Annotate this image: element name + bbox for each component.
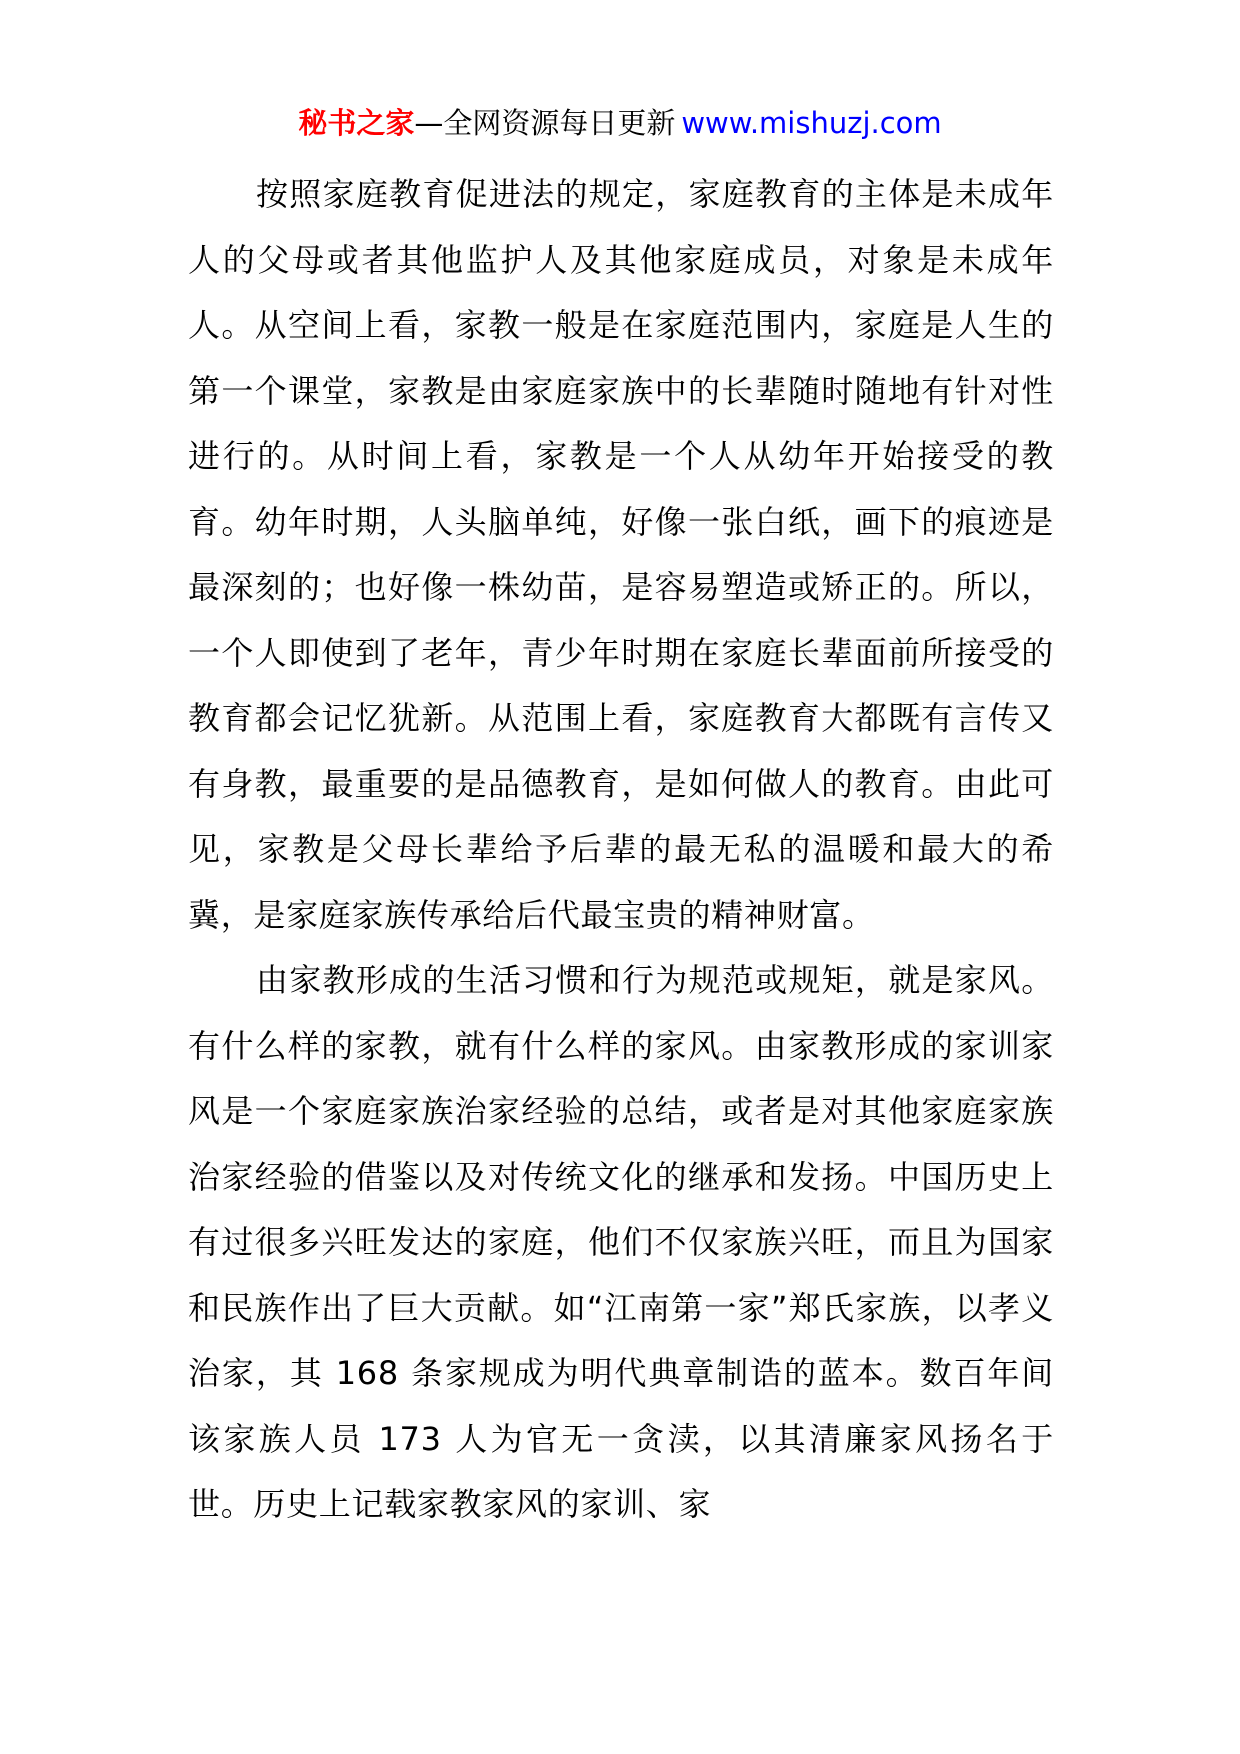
- site-header: [0, 103, 1240, 143]
- header-tagline: —全网资源每日更新: [414, 106, 676, 140]
- paragraph-1: 按照家庭教育促进法的规定，家庭教育的主体是未成年人的父母或者其他监护人及其他家庭成员，对象是未成年人。从空间上看，家教一般是在家庭范围内，家庭是人生的第一个课堂，家教是由家庭家族中的长辈随时随地有针对性进行的。从时间上看，家教是一个人从幼年开始接受的教育。幼年时期，人头脑单纯，好像一张白纸，画下的痕迹是最深刻的；也好像一株幼苗，是容易塑造或矫正的。所以，一个人即使到了老年，青少年时期在家庭长辈面前所接受的教育都会记忆犹新。从范围上看，家庭教育大都既有言传又有身教，最重要的是品德教育，是如何做人的教育。由此可见，家教是父母长辈给予后辈的最无私的温暖和最大的希冀，是家庭家族传承给后代最宝贵的精神财富。: [188, 175, 1054, 934]
- site-url-link[interactable]: www.mishuzj.com: [681, 106, 942, 140]
- article-body: [188, 162, 1054, 1538]
- paragraph-2: 由家教形成的生活习惯和行为规范或规矩，就是家风。有什么样的家教，就有什么样的家风。由家教形成的家训家风是一个家庭家族治家经验的总结，或者是对其他家庭家族治家经验的借鉴以及对传统文化的继承和发扬。中国历史上有过很多兴旺发达的家庭，他们不仅家族兴旺，而且为国家和民族作出了巨大贡献。如“江南第一家”郑氏家族，以孝义治家，其 168 条家规成为明代典章制诰的蓝本。数百年间该家族人员 173 人为官无一贪渎，以其清廉家风扬名于世。历史上记载家教家风的家训、家: [188, 961, 1054, 1523]
- brand-name: 秘书之家: [298, 106, 415, 140]
